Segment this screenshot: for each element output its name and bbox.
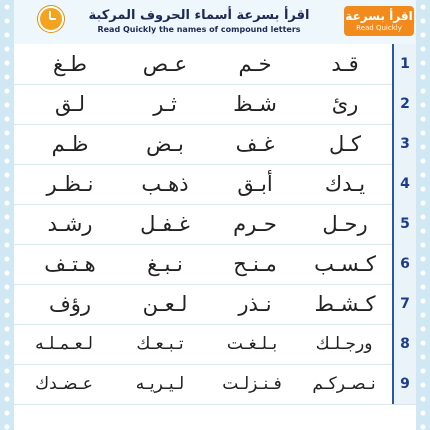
word-cell: رؤف: [48, 292, 92, 316]
letters-table: [14, 44, 416, 430]
row-number: 8: [392, 324, 416, 364]
table-row: [14, 164, 416, 205]
word-cell: بـلـغـت: [226, 334, 278, 354]
row-number: 2: [392, 84, 416, 124]
table-row: [14, 204, 416, 245]
word-cell: عـضـدك: [35, 374, 93, 394]
table-row: [14, 84, 416, 125]
word-cell: ورجـلـك: [315, 334, 373, 354]
word-cell: حـرم: [233, 212, 277, 236]
row-number: 6: [392, 244, 416, 284]
word-cell: خـم: [238, 52, 272, 76]
word-cell: فـنـزلـت: [222, 374, 282, 394]
word-cell: ثـر: [153, 92, 177, 116]
word-cell: لـعـمـلـه: [35, 334, 93, 354]
table-row: [14, 284, 416, 325]
word-cell: نـبـغ: [147, 252, 183, 276]
row-number: 7: [392, 284, 416, 324]
page-title-arabic: اقرأ بسرعة أسماء الحروف المركبة: [88, 8, 310, 23]
word-cell: مـنـح: [233, 252, 277, 276]
word-cell: كـشـط: [314, 292, 376, 316]
row-number: 1: [392, 44, 416, 84]
page-title-english: Read Quickly the names of compound letters: [97, 25, 301, 34]
word-cell: شـظ: [233, 92, 277, 116]
word-cell: غـفـل: [140, 212, 190, 236]
word-cell: عـص: [142, 52, 188, 76]
word-cell: نـصـركـم: [312, 374, 376, 394]
word-cell: بـض: [146, 132, 184, 156]
table-row: [14, 124, 416, 165]
decorative-border-right: [416, 0, 430, 430]
word-cell: غـف: [235, 132, 275, 156]
word-cell: كـسـب: [314, 252, 376, 276]
word-cell: نـذر: [238, 292, 272, 316]
word-cell: لـق: [54, 92, 86, 116]
word-cell: ظـم: [51, 132, 89, 156]
word-cell: أبـق: [237, 172, 273, 196]
word-cell: كـل: [328, 132, 362, 156]
word-cell: لـعـن: [142, 292, 188, 316]
clock-icon: [38, 6, 64, 32]
word-cell: يـدك: [324, 172, 366, 196]
word-cell: قـد: [331, 52, 359, 76]
word-cell: طـغ: [52, 52, 88, 76]
table-row: [14, 244, 416, 285]
row-number: 3: [392, 124, 416, 164]
table-row: [14, 324, 416, 365]
word-cell: تـبـعـك: [136, 334, 184, 354]
read-quickly-badge: [344, 6, 414, 36]
word-cell: رشـد: [47, 212, 93, 236]
word-cell: ذهـب: [141, 172, 189, 196]
row-number: 5: [392, 204, 416, 244]
word-cell: هـتـف: [44, 252, 96, 276]
page-header: [14, 0, 416, 44]
decorative-border-left: [0, 0, 14, 430]
word-cell: نـظـر: [46, 172, 94, 196]
word-cell: رئ: [331, 92, 359, 116]
badge-label-english: Read Quickly: [356, 24, 402, 32]
word-cell: رحـل: [322, 212, 368, 236]
table-row: [14, 44, 416, 85]
table-row: [14, 364, 416, 405]
badge-label-arabic: اقرأ بسرعة: [345, 9, 413, 23]
word-cell: لـيـريـه: [135, 374, 185, 394]
row-number: 4: [392, 164, 416, 204]
row-number: 9: [392, 364, 416, 404]
